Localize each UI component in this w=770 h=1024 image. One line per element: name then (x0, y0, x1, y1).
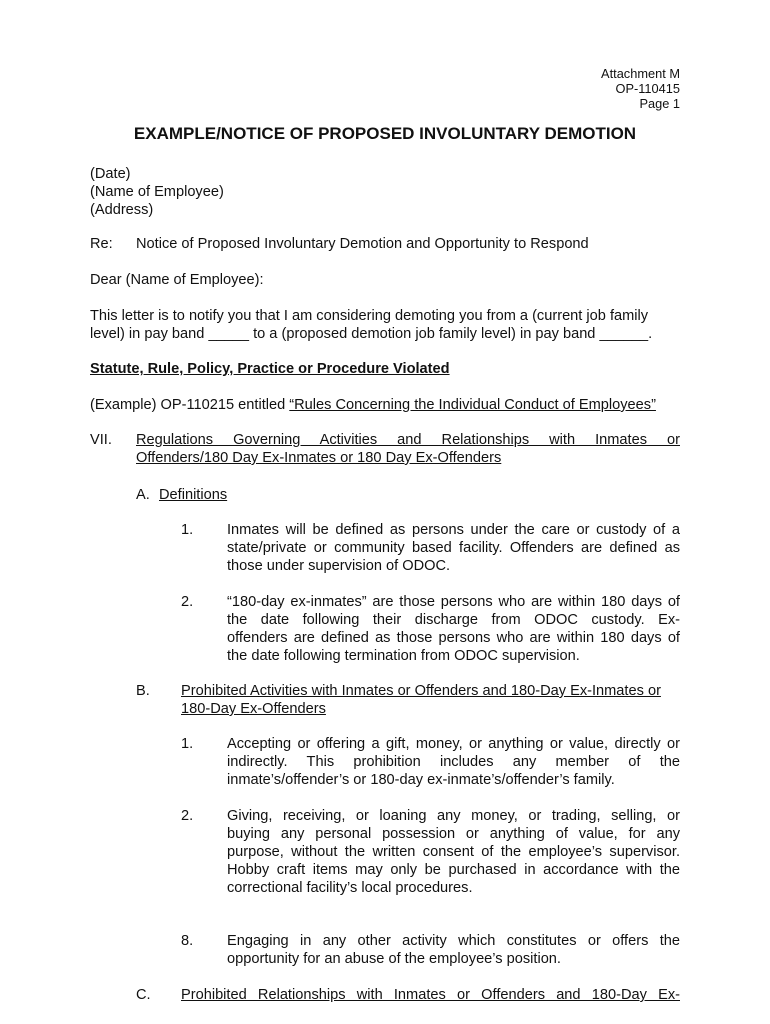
address-block (90, 165, 224, 219)
item-number: 1. (181, 522, 194, 538)
definition-item (227, 521, 680, 575)
definition-item (227, 593, 680, 665)
intro-paragraph (90, 307, 682, 343)
document-header (601, 66, 680, 111)
item-line: opportunity for an abuse of the employee’s position. (227, 951, 561, 967)
re-label: Re: (90, 236, 113, 252)
item-line: the date following their discharge from ODOC custody. Ex- (227, 612, 680, 628)
section-vii-label: VII. (90, 432, 112, 448)
section-a-heading: Definitions (159, 487, 228, 503)
section-vii-heading-line: Regulations Governing Activities and Relationships with Inmates or (136, 432, 680, 448)
item-line: Accepting or offering a gift, money, or anything or value, directly or (227, 736, 680, 752)
policy-title-link: “Rules Concerning the Individual Conduct of Employees” (289, 397, 656, 413)
item-line: Inmates will be defined as persons under the care or custody of a (227, 522, 680, 538)
item-number: 1. (181, 736, 194, 752)
attachment-label: Attachment M (601, 66, 680, 81)
section-vii-heading-line: Offenders/180 Day Ex-Inmates or 180 Day Ex-Offenders (136, 450, 502, 466)
item-line: offenders are defined as those persons who are within 180 days of (227, 630, 680, 646)
item-line: those under supervision of ODOC. (227, 558, 451, 574)
section-c-heading (181, 986, 680, 1004)
item-line: indirectly. This prohibition includes any member of the (227, 754, 680, 770)
item-line: Hobby craft items may only be purchased in accordance with the (227, 862, 680, 878)
address-placeholder: (Address) (90, 202, 154, 218)
item-line: the date following termination from ODOC supervision. (227, 648, 580, 664)
item-line: buying any personal possession or anything of value, for any (227, 826, 680, 842)
section-b-heading (181, 682, 680, 718)
item-line: state/private or community based facility. Offenders are defined as (227, 540, 680, 556)
prohibited-activity-item (227, 932, 680, 968)
op-number: OP-110415 (615, 81, 680, 96)
item-line: Engaging in any other activity which constitutes or offers the (227, 933, 680, 949)
section-b-heading-line: Prohibited Activities with Inmates or Offenders and 180-Day Ex-Inmates or (181, 683, 661, 699)
item-line: Giving, receiving, or loaning any money, or trading, selling, or (227, 808, 680, 824)
item-number: 2. (181, 594, 194, 610)
re-subject: Notice of Proposed Involuntary Demotion and Opportunity to Respond (136, 236, 589, 252)
section-a-label: A. (136, 487, 150, 503)
section-vii-heading (136, 431, 680, 467)
section-c-label: C. (136, 987, 151, 1003)
section-c-heading-line: Prohibited Relationships with Inmates or Offenders and 180-Day Ex- (181, 987, 680, 1003)
example-prefix: (Example) OP-110215 entitled (90, 397, 290, 413)
item-line: inmate’s/offender’s or 180-day ex-inmate’s/offender’s family. (227, 772, 615, 788)
page-number: Page 1 (639, 96, 680, 111)
intro-line: This letter is to notify you that I am considering demoting you from a (current job family (90, 308, 649, 324)
intro-line: level) in pay band _____ to a (proposed demotion job family level) in pay band ______. (90, 326, 653, 342)
document-title: EXAMPLE/NOTICE OF PROPOSED INVOLUNTARY DEMOTION (133, 124, 637, 143)
item-line: “180-day ex-inmates” are those persons who are within 180 days of (227, 594, 680, 610)
statute-heading: Statute, Rule, Policy, Practice or Procedure Violated (90, 361, 450, 377)
item-line: purpose, without the written consent of the employee’s supervisor. (227, 844, 680, 860)
date-placeholder: (Date) (90, 166, 131, 182)
item-number: 2. (181, 808, 194, 824)
prohibited-activity-item (227, 807, 680, 897)
section-b-label: B. (136, 683, 150, 699)
salutation: Dear (Name of Employee): (90, 272, 264, 288)
example-line (90, 396, 682, 414)
section-b-heading-line: 180-Day Ex-Offenders (181, 701, 326, 717)
item-number: 8. (181, 933, 194, 949)
item-line: correctional facility’s local procedures. (227, 880, 473, 896)
employee-name-placeholder: (Name of Employee) (90, 184, 224, 200)
prohibited-activity-item (227, 735, 680, 789)
